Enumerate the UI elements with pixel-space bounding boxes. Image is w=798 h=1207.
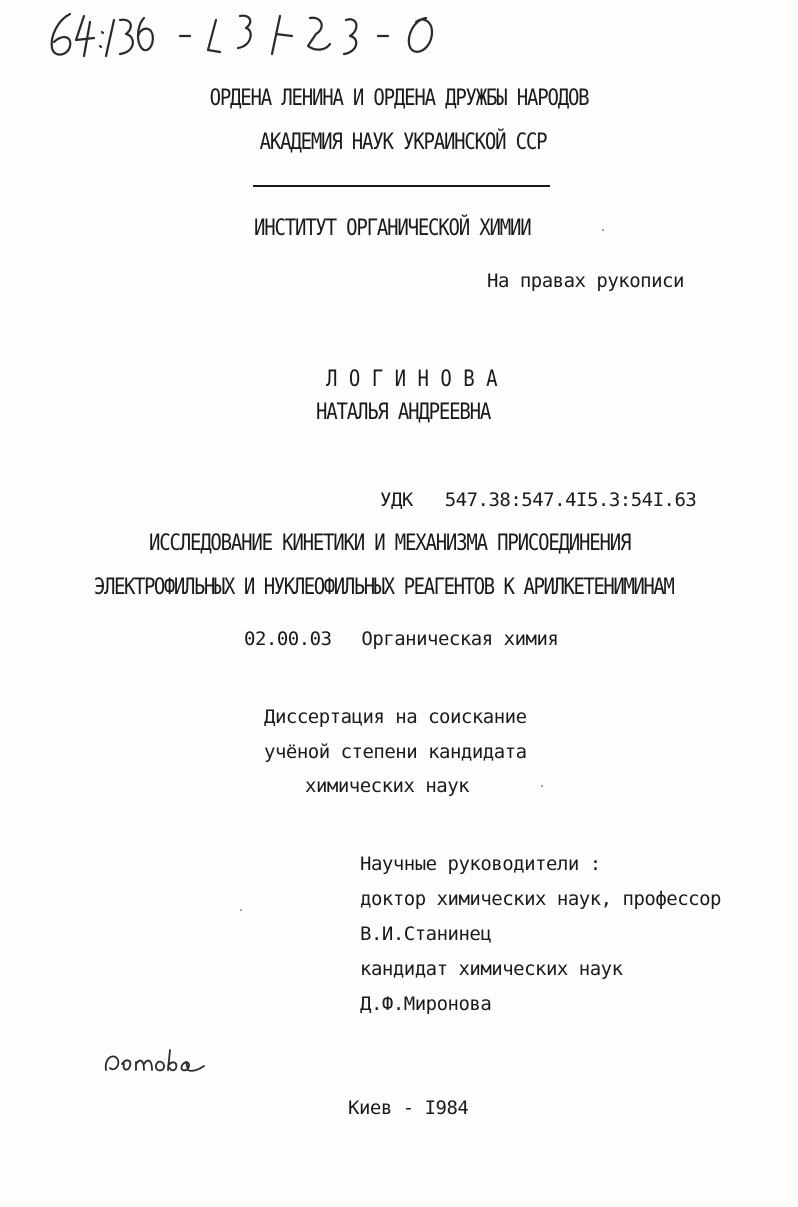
scan-speck xyxy=(602,229,604,231)
supervisor-2-name: Д.Ф.Миронова xyxy=(360,993,492,1015)
manuscript-rights-note: На правах рукописи xyxy=(487,270,684,292)
author-given-names: НАТАЛЬЯ АНДРЕЕВНА xyxy=(316,399,491,425)
degree-line-3: химических наук xyxy=(305,775,470,797)
specialty-line xyxy=(244,628,558,650)
udc-code: 547.38:547.4I5.3:54I.63 xyxy=(444,489,697,511)
institute-name: ИНСТИТУТ ОРГАНИЧЕСКОЙ ХИМИИ xyxy=(254,215,531,241)
supervisors-heading: Научные руководители : xyxy=(360,853,601,875)
specialty-name: Органическая химия xyxy=(361,628,559,650)
udc-code-line xyxy=(380,489,696,511)
udc-label: УДК xyxy=(380,489,413,511)
thesis-title-line-2: ЭЛЕКТРОФИЛЬНЫХ И НУКЛЕОФИЛЬНЫХ РЕАГЕНТОВ К АРИЛКЕТЕНИМИНАМ xyxy=(94,574,674,600)
degree-line-2: учёной степени кандидата xyxy=(264,741,527,763)
degree-line-1: Диссертация на соискание xyxy=(264,706,527,728)
author-surname: Л О Г И Н О В А xyxy=(326,366,498,392)
scan-speck xyxy=(240,909,242,911)
handwritten-archive-number xyxy=(40,6,460,66)
supervisor-1-title: доктор химических наук, профессор xyxy=(360,888,721,910)
specialty-code: 02.00.03 xyxy=(244,628,332,650)
scan-speck xyxy=(541,785,543,787)
thesis-title-line-1: ИССЛЕДОВАНИЕ КИНЕТИКИ И МЕХАНИЗМА ПРИСОЕДИНЕНИЯ xyxy=(149,530,631,556)
place-and-year: Киев - I984 xyxy=(348,1097,469,1119)
supervisor-1-name: В.И.Станинец xyxy=(360,923,492,945)
header-divider xyxy=(253,185,550,187)
organization-line-2: АКАДЕМИЯ НАУК УКРАИНСКОЙ ССР xyxy=(259,129,547,155)
handwritten-signature xyxy=(100,1040,210,1080)
supervisor-2-title: кандидат химических наук xyxy=(360,958,623,980)
organization-line-1: ОРДЕНА ЛЕНИНА И ОРДЕНА ДРУЖБЫ НАРОДОВ xyxy=(209,85,589,111)
